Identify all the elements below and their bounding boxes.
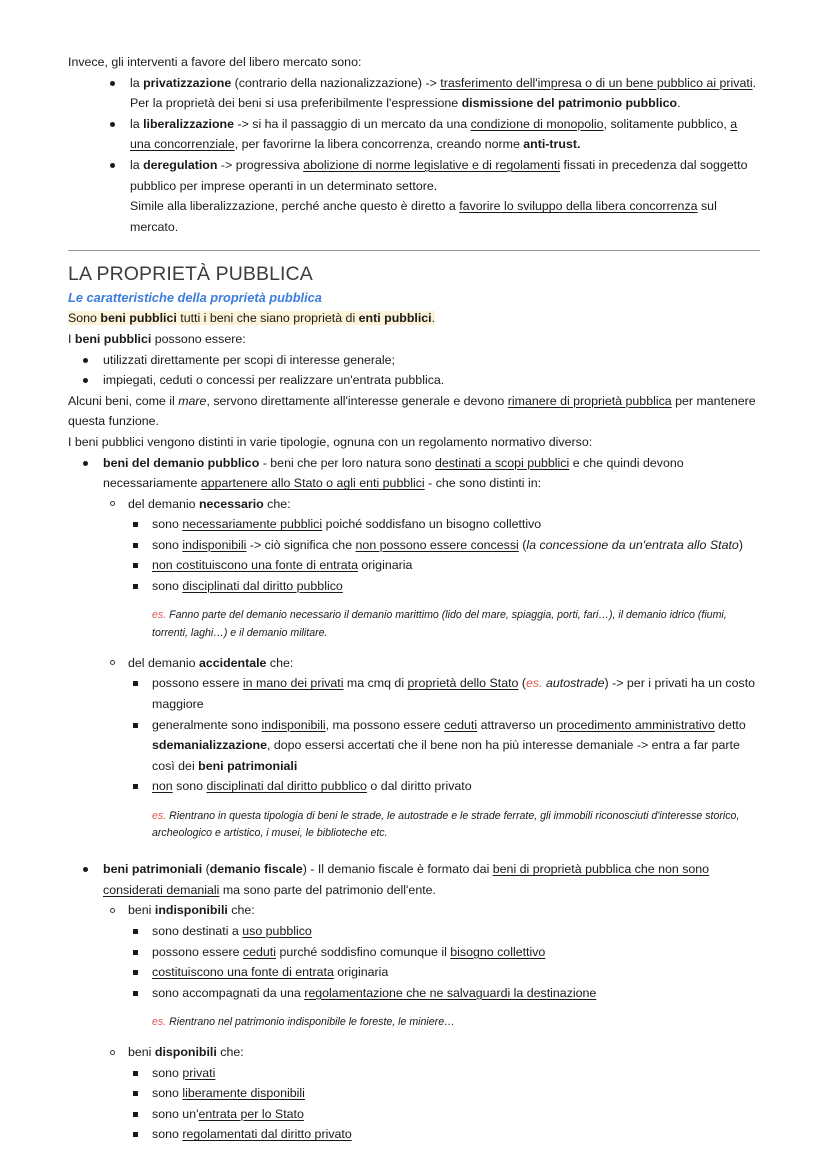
page-title: LA PROPRIETÀ PUBBLICA [68, 263, 313, 286]
list-item [122, 1083, 760, 1104]
list-item-text: non costituiscono una fonte di entrata originaria [152, 558, 413, 573]
example-tag: es. [152, 1015, 167, 1028]
list-item-text: costituiscono una fonte di entrata originaria [152, 965, 389, 980]
list-item [122, 1124, 760, 1145]
disc-bullet-icon [110, 122, 115, 127]
disc-bullet-icon [83, 461, 88, 466]
list-item-text: beni indisponibili che: [128, 903, 255, 918]
list-item-text: la liberalizzazione -> si ha il passaggio di un mercato da una condizione di monopolio, solitamente pubblico, a una concorrenziale, per favorirne la libera concorrenza, creando norme anti-trust. [130, 116, 738, 152]
list-item [73, 370, 760, 391]
tipologie-paragraph: I beni pubblici vengono distinti in varie tipologie, ognuna con un regolamento normativo diverso: [68, 434, 593, 449]
disc-bullet-icon [83, 358, 88, 363]
demanio-necessario-group [68, 494, 760, 597]
square-bullet-icon [133, 970, 138, 975]
list-item-text: impiegati, ceduti o concessi per realizzare un'entrata pubblica. [103, 373, 445, 388]
highlight-run: Sono beni pubblici tutti i beni che siano proprietà di enti pubblici. [68, 311, 436, 326]
example-tag: es. [152, 609, 167, 622]
disc-bullet-icon [110, 81, 115, 86]
circle-bullet-icon [110, 501, 115, 506]
list-item-text: sono accompagnati da una regolamentazione che ne salvaguardi la destinazione [152, 985, 597, 1000]
list-item [122, 1104, 760, 1125]
list-item-text: beni patrimoniali (demanio fiscale) - Il demanio fiscale è formato dai beni di proprietà pubblica che non sono considerati demaniali ma sono parte del patrimonio dell'ente. [103, 862, 710, 897]
list-item [122, 776, 760, 797]
list-item [122, 535, 760, 556]
disc-bullet-icon [83, 867, 88, 872]
circle-bullet-icon [110, 908, 115, 913]
list-item [100, 73, 760, 114]
list-item [73, 350, 760, 371]
beni-disponibili-group [68, 1042, 760, 1145]
list-item [122, 921, 760, 942]
list-item-text: la privatizzazione (contrario della nazionalizzazione) -> trasferimento dell'impresa o di un bene pubblico ai privati. Per la proprietà dei beni si usa preferibilmente l'espressione dismissione del patrimonio pubblico. [130, 75, 757, 111]
list-item [122, 1063, 760, 1084]
section-subtitle: Le caratteristiche della proprietà pubblica [68, 290, 322, 306]
example-note [122, 1014, 760, 1032]
beni-patrimoniali-list [68, 859, 760, 900]
circle-bullet-icon [110, 660, 115, 665]
list-item-text: sono necessariamente pubblici poiché soddisfano un bisogno collettivo [152, 517, 542, 532]
square-bullet-icon [133, 543, 138, 548]
list-item-text: la deregulation -> progressiva abolizione di norme legislative e di regolamenti fissati in precedenza dal soggetto pubblico per imprese operanti in un determinato settore. Simile alla liberalizzazione, perché anche questo è diretto a favorire lo sviluppo della libera concorrenza sul mercato. [130, 157, 748, 234]
list-item [100, 114, 760, 155]
list-item-text: beni disponibili che: [128, 1045, 244, 1060]
list-item [100, 155, 760, 237]
list-item [99, 900, 760, 921]
list-item-text: generalmente sono indisponibili, ma possono essere ceduti attraverso un procedimento amministrativo detto sdemanializzazione, dopo essersi accertati che il bene non ha più interesse demaniale -> entra a far parte così dei beni patrimoniali [152, 717, 746, 773]
section-divider [68, 250, 760, 251]
list-item-text: del demanio necessario che: [128, 496, 291, 511]
list-item [122, 555, 760, 576]
list-item-text: possono essere in mano dei privati ma cmq di proprietà dello Stato (es. autostrade) -> per i privati ha un costo maggiore [152, 676, 756, 712]
list-item [73, 859, 760, 900]
square-bullet-icon [133, 1112, 138, 1117]
list-item-text: sono indisponibili -> ciò significa che non possono essere concessi (la concessione da un'entrata allo Stato) [152, 537, 743, 552]
list-item-text: del demanio accidentale che: [128, 655, 294, 670]
square-bullet-icon [133, 1091, 138, 1096]
intro-paragraph: Invece, gli interventi a favore del libero mercato sono: [68, 55, 362, 69]
list-item-text: beni del demanio pubblico - beni che per loro natura sono destinati a scopi pubblici e che quindi devono necessariamente appartenere allo Stato o agli enti pubblici - che sono distinti in: [103, 455, 684, 491]
example-note [122, 607, 760, 642]
square-bullet-icon [133, 950, 138, 955]
square-bullet-icon [133, 1071, 138, 1076]
example-text: Fanno parte del demanio necessario il demanio marittimo (lido del mare, spiaggia, porti, fari…), il demanio idrico (fiumi, torrenti, laghi…) e il demanio militare. [152, 609, 727, 639]
example-tag: es. [152, 809, 167, 822]
square-bullet-icon [133, 584, 138, 589]
intro-bullet-list [68, 73, 760, 238]
list-item-text: sono destinati a uso pubblico [152, 923, 312, 938]
square-bullet-icon [133, 563, 138, 568]
example-text: Rientrano nel patrimonio indisponibile le foreste, le miniere… [169, 1015, 455, 1028]
disc-bullet-icon [110, 163, 115, 168]
square-bullet-icon [133, 723, 138, 728]
disc-bullet-icon [83, 378, 88, 383]
square-bullet-icon [133, 1132, 138, 1137]
square-bullet-icon [133, 784, 138, 789]
demanio-pubblico-list [68, 453, 760, 494]
list-item-text: sono regolamentati dal diritto privato [152, 1127, 352, 1142]
lead-in-line: I beni pubblici possono essere: [68, 331, 246, 346]
list-item-text: sono un'entrata per lo Stato [152, 1106, 304, 1121]
list-item [122, 514, 760, 535]
list-item [122, 576, 760, 597]
list-item-text: sono privati [152, 1065, 216, 1080]
example-text: Rientrano in questa tipologia di beni le strade, le autostrade e le strade ferrate, gli immobili riconosciuti d'interesse storico, archeologico e artistico, i musei, le biblioteche etc. [152, 809, 740, 840]
list-item-text: possono essere ceduti purché soddisfino comunque il bisogno collettivo [152, 944, 546, 959]
square-bullet-icon [133, 991, 138, 996]
list-item [99, 1042, 760, 1063]
square-bullet-icon [133, 929, 138, 934]
list-item [99, 494, 760, 515]
list-item [122, 942, 760, 963]
demanio-accidentale-group [68, 653, 760, 797]
highlighted-definition [68, 308, 760, 329]
list-item [122, 673, 760, 714]
list-item-text: utilizzati direttamente per scopi di interesse generale; [103, 352, 396, 367]
list-item-text: sono liberamente disponibili [152, 1086, 305, 1101]
list-item [122, 962, 760, 983]
example-note [122, 808, 760, 843]
list-item [122, 983, 760, 1004]
circle-bullet-icon [110, 1050, 115, 1055]
square-bullet-icon [133, 681, 138, 686]
list-item [73, 453, 760, 494]
beni-indisponibili-group [68, 900, 760, 1003]
list-item [99, 653, 760, 674]
square-bullet-icon [133, 522, 138, 527]
lead-bullet-list [68, 350, 760, 391]
list-item-text: sono disciplinati dal diritto pubblico [152, 579, 343, 594]
list-item [122, 715, 760, 777]
list-item-text: non sono disciplinati dal diritto pubblico o dal diritto privato [152, 779, 472, 794]
mare-paragraph: Alcuni beni, come il mare, servono direttamente all'interesse generale e devono rimanere di proprietà pubblica per mantenere questa funzione. [68, 393, 756, 429]
